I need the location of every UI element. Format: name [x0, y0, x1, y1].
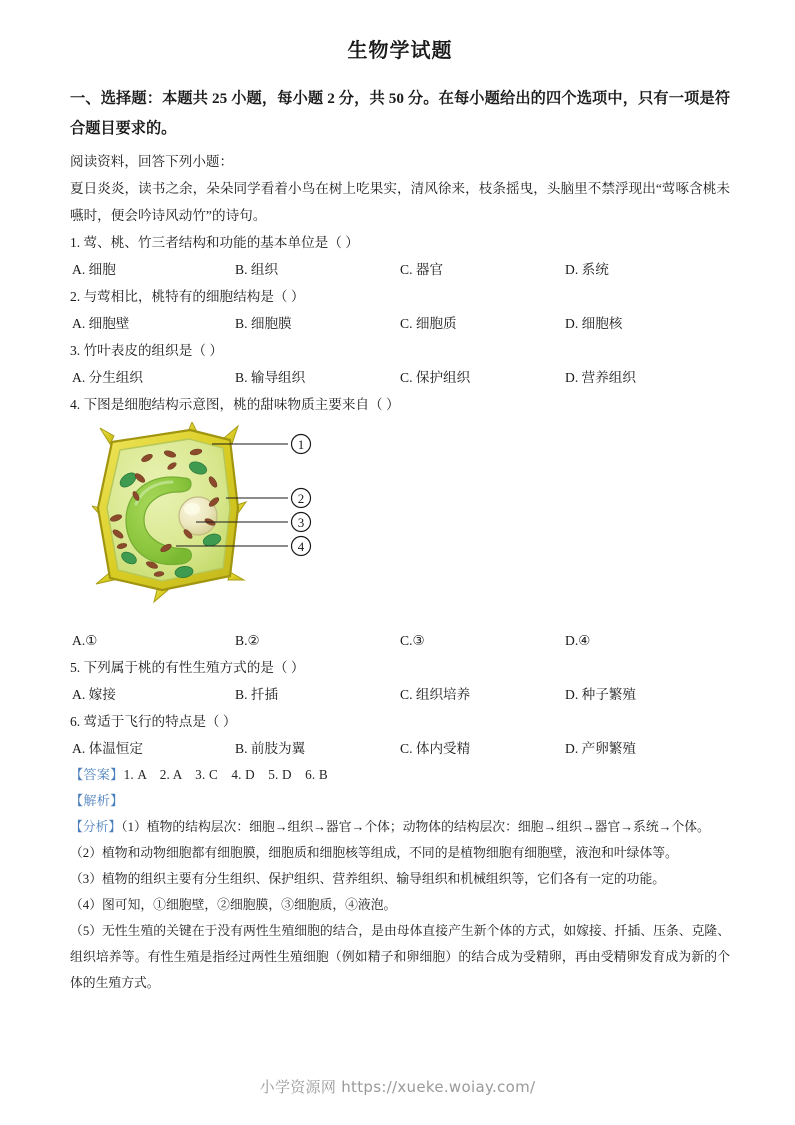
figure-block: [70, 422, 730, 627]
option-1-d[interactable]: D. 系统: [565, 262, 609, 277]
question-stem-3: 3. 竹叶表皮的组织是（ ）: [70, 343, 223, 358]
option-row-1: [70, 256, 730, 283]
option-1-c[interactable]: C. 器官: [400, 262, 444, 277]
section-heading: 一、选择题：本题共 25 小题，每小题 2 分，共 50 分。在每小题给出的四个选项中，只有一项是符合题目要求的。: [70, 90, 730, 137]
site-watermark: 小学资源网 https://xueke.woiay.com/: [259, 1078, 536, 1096]
option-4-b[interactable]: B.②: [235, 633, 260, 648]
option-4-c[interactable]: C.③: [400, 633, 425, 648]
analysis-paragraph-2: （2）植物和动物细胞都有细胞膜，细胞质和细胞核等组成，不同的是植物细胞有细胞壁，液泡和叶绿体等。: [70, 846, 678, 860]
page-title: 生物学试题: [347, 40, 453, 62]
option-2-d[interactable]: D. 细胞核: [565, 316, 623, 331]
option-6-d[interactable]: D. 产卵繁殖: [565, 741, 636, 756]
option-2-c[interactable]: C. 细胞质: [400, 316, 457, 331]
page-content: [70, 38, 730, 996]
option-1-a[interactable]: A. 细胞: [72, 262, 116, 277]
option-6-a[interactable]: A. 体温恒定: [72, 741, 143, 756]
callout-1: [292, 435, 311, 454]
option-5-d[interactable]: D. 种子繁殖: [565, 687, 636, 702]
option-2-a[interactable]: A. 细胞壁: [72, 316, 130, 331]
option-3-d[interactable]: D. 营养组织: [565, 370, 636, 385]
answer-line: [70, 762, 730, 788]
analysis-paragraph-3: （3）植物的组织主要有分生组织、保护组织、营养组织、输导组织和机械组织等，它们各有一定的功能。: [70, 872, 666, 886]
analysis-marker: 【分析】: [70, 820, 122, 834]
reading-prompt: 阅读资料，回答下列小题：: [70, 154, 234, 169]
option-row-5: [70, 681, 730, 708]
svg-text:1: 1: [297, 437, 305, 452]
question-stem-4: 4. 下图是细胞结构示意图，桃的甜味物质主要来自（ ）: [70, 397, 400, 412]
callout-2: [292, 489, 311, 508]
option-4-a[interactable]: A.①: [72, 633, 98, 648]
option-2-b[interactable]: B. 细胞膜: [235, 316, 292, 331]
option-3-a[interactable]: A. 分生组织: [72, 370, 143, 385]
question-stem-6: 6. 莺适于飞行的特点是（ ）: [70, 714, 237, 729]
question-stem-5: 5. 下列属于桃的有性生殖方式的是（ ）: [70, 660, 305, 675]
question-stem-1: 1. 莺、桃、竹三者结构和功能的基本单位是（ ）: [70, 235, 359, 250]
question-stem-2: 2. 与莺相比，桃特有的细胞结构是（ ）: [70, 289, 305, 304]
svg-text:4: 4: [297, 539, 305, 554]
option-3-c[interactable]: C. 保护组织: [400, 370, 471, 385]
svg-text:3: 3: [297, 515, 305, 530]
option-row-2: [70, 310, 730, 337]
explanation-marker: 【解析】: [70, 793, 124, 808]
option-row-4: [70, 627, 730, 654]
option-3-b[interactable]: B. 输导组织: [235, 370, 306, 385]
option-6-c[interactable]: C. 体内受精: [400, 741, 471, 756]
option-4-d[interactable]: D.④: [565, 633, 591, 648]
analysis-paragraph-1: [70, 814, 730, 840]
option-row-3: [70, 364, 730, 391]
explanation-line: [70, 788, 730, 814]
option-5-a[interactable]: A. 嫁接: [72, 687, 116, 702]
analysis-paragraph-4: （4）图可知，①细胞壁，②细胞膜，③细胞质，④液泡。: [70, 898, 397, 912]
option-5-c[interactable]: C. 组织培养: [400, 687, 471, 702]
option-row-6: [70, 735, 730, 762]
analysis-text-1: （1）植物的结构层次：细胞→组织→器官→个体；动物体的结构层次：细胞→组织→器官→系统→个体。: [121, 820, 710, 834]
callout-3: [292, 513, 311, 532]
option-6-b[interactable]: B. 前肢为翼: [235, 741, 306, 756]
answer-values: 1. A 2. A 3. C 4. D 5. D 6. B: [123, 767, 328, 782]
callout-4: [292, 537, 311, 556]
analysis-paragraph-5: （5）无性生殖的关键在于没有两性生殖细胞的结合，是由母体直接产生新个体的方式，如嫁接、扦插、压条、克隆、组织培养等。有性生殖是指经过两性生殖细胞（例如精子和卵细胞）的结合成为受精卵，再由受精卵发育成为新的个体的生殖方式。: [70, 924, 730, 990]
option-1-b[interactable]: B. 组织: [235, 262, 279, 277]
svg-text:2: 2: [297, 491, 305, 506]
plant-cell-diagram: [92, 422, 342, 622]
reading-passage: 夏日炎炎，读书之余，朵朵同学看着小鸟在树上吃果实，清风徐来，枝条摇曳，头脑里不禁浮现出“莺啄含桃未嚥时，便会吟诗风动竹”的诗句。: [70, 181, 730, 223]
answer-marker: 【答案】: [70, 767, 124, 782]
option-5-b[interactable]: B. 扦插: [235, 687, 279, 702]
